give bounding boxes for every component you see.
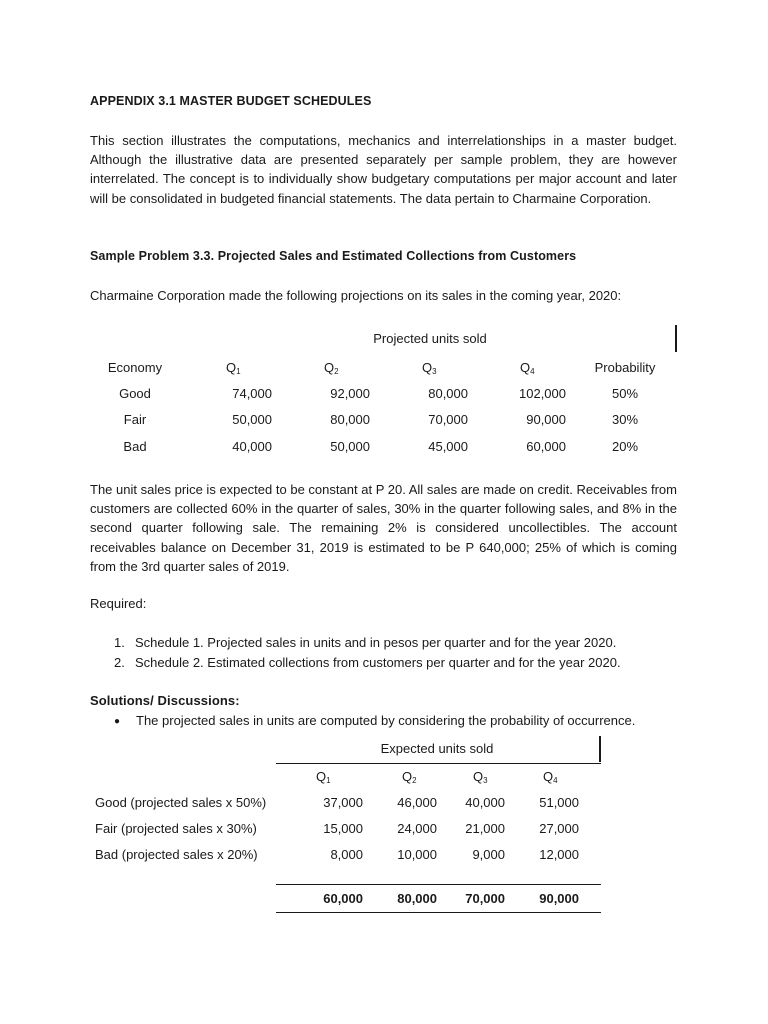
table1-cell: 90,000 (526, 412, 566, 427)
table2-cell: 46,000 (397, 795, 437, 810)
table1-header: Probability (594, 360, 656, 375)
solutions-heading: Solutions/ Discussions: (90, 693, 240, 708)
table1-cell: Fair (123, 412, 147, 427)
table1-cell: 102,000 (519, 386, 566, 401)
table2-cell: 9,000 (472, 847, 505, 862)
table2-row-label: Bad (projected sales x 20%) (95, 847, 258, 862)
table2-cell: 51,000 (539, 795, 579, 810)
table2-total: 80,000 (397, 891, 437, 906)
terms-paragraph: The unit sales price is expected to be constant at P 20. All sales are made on credit. Receivables from customers are collected 60% in the quarter of sales, 30% in the quarter following sales, and 8% in the second quarter following sale. The remaining 2% is considered uncollectibles. The account receivables balance on December 31, 2019 is estimated to be P 640,000; 25% of which is coming from the 3rd quarter sales of 2019. (90, 482, 677, 574)
table1-cell: 50,000 (330, 439, 370, 454)
table2-row-label: Good (projected sales x 50%) (95, 795, 267, 810)
table2-header: $Q_4$ (543, 769, 558, 785)
table1-cell: 74,000 (232, 386, 272, 401)
table1-cell: 20% (611, 439, 639, 454)
required-item: 2. Schedule 2. Estimated collections from customers per quarter and for the year 2020. (114, 655, 621, 670)
table2-cell: 10,000 (397, 847, 437, 862)
table2-header-rule (276, 763, 601, 764)
table1-caption: Projected units sold (373, 331, 487, 346)
table2-cell: 21,000 (465, 821, 505, 836)
table2-edge-mark (599, 736, 601, 762)
table1-cell: 45,000 (428, 439, 468, 454)
table1-header: $Q_2$ (324, 360, 339, 376)
problem-heading: Sample Problem 3.3. Projected Sales and Estimated Collections from Customers (90, 249, 577, 263)
bullet-dot-icon: ● (114, 716, 121, 727)
table1-cell: 40,000 (232, 439, 272, 454)
required-item: 1. Schedule 1. Projected sales in units and in pesos per quarter and for the year 2020. (114, 635, 617, 650)
table1-cell: 80,000 (330, 412, 370, 427)
table1-cell: Good (119, 386, 151, 401)
table2-bottom-rule (276, 912, 601, 913)
table2-row-label: Fair (projected sales x 30%) (95, 821, 257, 836)
table1-cell: 30% (611, 412, 639, 427)
required-label: Required: (90, 596, 147, 611)
table1-cell: 92,000 (330, 386, 370, 401)
table2-header: $Q_2$ (402, 769, 417, 785)
table1-header: $Q_3$ (422, 360, 437, 376)
table2-cell: 12,000 (539, 847, 579, 862)
table2-total: 60,000 (323, 891, 363, 906)
table2-cell: 40,000 (465, 795, 505, 810)
table2-cell: 24,000 (397, 821, 437, 836)
table2-cell: 27,000 (539, 821, 579, 836)
table1-cell: 80,000 (428, 386, 468, 401)
intro-paragraph: This section illustrates the computations, mechanics and interrelationships in a master budget. Although the illustrative data are presented separately per sample problem, they are however interrelated. The concept is to individually show budgetary computations per major account and later will be consolidated in budgeted financial statements. The data pertain to Charmaine Corporation. (90, 133, 677, 206)
table1-cell: 50% (611, 386, 639, 401)
table1-header: Economy (107, 360, 163, 375)
page-title: APPENDIX 3.1 MASTER BUDGET SCHEDULES (90, 94, 372, 108)
table2-caption: Expected units sold (380, 741, 494, 756)
required-list (90, 633, 690, 673)
table1-cell: 70,000 (428, 412, 468, 427)
bullet-text: The projected sales in units are computed by considering the probability of occurrence. (136, 713, 636, 728)
table2-total: 70,000 (465, 891, 505, 906)
table2-total-rule (276, 884, 601, 885)
table1-header: $Q_1$ (226, 360, 241, 376)
table2-cell: 8,000 (330, 847, 363, 862)
table1-cell: 60,000 (526, 439, 566, 454)
table2-cell: 15,000 (323, 821, 363, 836)
table1-header: $Q_4$ (520, 360, 535, 376)
table2-header: $Q_3$ (473, 769, 488, 785)
table1-cell: Bad (123, 439, 147, 454)
table2-header: $Q_1$ (316, 769, 331, 785)
table2-cell: 37,000 (323, 795, 363, 810)
table1-edge-mark (675, 325, 677, 352)
problem-intro: Charmaine Corporation made the following projections on its sales in the coming year, 2020: (90, 288, 622, 303)
table2-total: 90,000 (539, 891, 579, 906)
table1-cell: 50,000 (232, 412, 272, 427)
